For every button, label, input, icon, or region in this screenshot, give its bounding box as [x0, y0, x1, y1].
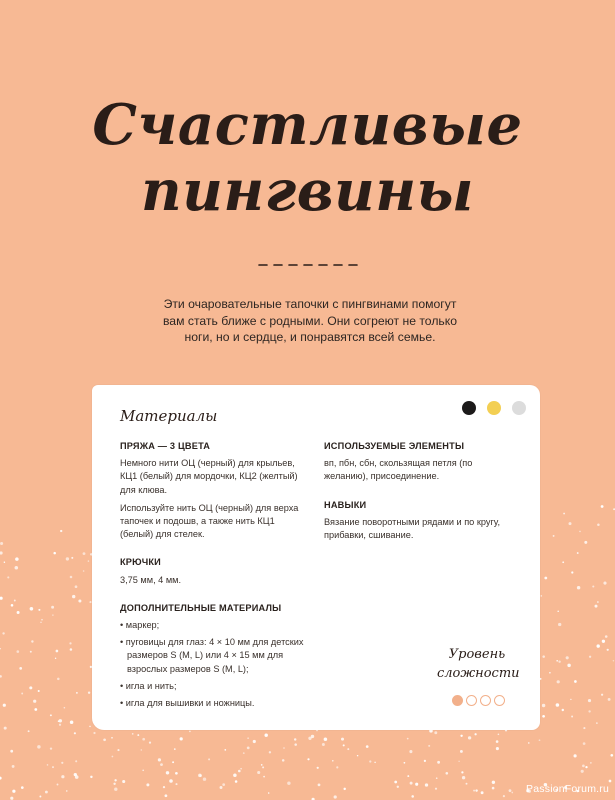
background-dot [59, 724, 61, 726]
background-dot [466, 783, 468, 785]
background-dot [50, 747, 52, 749]
background-dot [556, 660, 558, 662]
background-dot [75, 585, 78, 588]
background-dot [592, 585, 594, 587]
background-dot [318, 784, 321, 787]
background-dot [56, 650, 59, 653]
background-dot [460, 750, 463, 753]
background-dot [29, 686, 32, 689]
background-dot [21, 693, 23, 695]
yarn-text-1: Немного нити ОЦ (черный) для крыльев, КЦ1 (белый) для мордочки, КЦ2 (желтый) для клюва. [120, 458, 298, 495]
background-dot [158, 758, 161, 761]
materials-right-column [324, 440, 504, 547]
background-dot [475, 789, 477, 791]
background-dot [336, 766, 338, 768]
background-dot [19, 667, 22, 670]
background-dot [12, 790, 15, 793]
background-dot [175, 772, 178, 775]
background-dot [584, 541, 587, 544]
background-dot [175, 783, 177, 785]
background-dot [146, 783, 149, 786]
difficulty-indicator [452, 695, 505, 706]
background-dot [394, 781, 397, 784]
background-dot [0, 551, 3, 554]
materials-card [92, 385, 540, 730]
background-dot [33, 700, 36, 703]
background-dot [70, 648, 73, 651]
background-dot [113, 783, 115, 785]
title-line-2: пингвины [140, 158, 475, 225]
background-dot [341, 738, 344, 741]
background-dot [69, 642, 71, 644]
background-dot [52, 614, 53, 615]
background-dot [37, 745, 40, 748]
background-dot [553, 535, 555, 537]
background-dot [7, 576, 9, 578]
background-dot [307, 758, 309, 760]
background-dot [343, 788, 345, 790]
background-dot [601, 694, 603, 696]
background-dot [59, 719, 62, 722]
background-dot [142, 770, 144, 772]
background-dot [17, 611, 20, 614]
background-dot [334, 795, 337, 798]
background-dot [51, 606, 54, 609]
background-dot [83, 552, 86, 555]
background-dot [261, 764, 263, 766]
background-dot [589, 656, 591, 658]
background-dot [39, 796, 41, 798]
background-dot [78, 599, 81, 602]
background-dot [357, 755, 358, 756]
background-dot [31, 640, 33, 642]
background-dot [169, 779, 173, 783]
background-dot [407, 775, 409, 777]
background-dot [41, 619, 43, 621]
background-dot [562, 561, 564, 563]
background-dot [567, 664, 570, 667]
background-dot [34, 708, 37, 711]
background-dot [11, 604, 14, 607]
background-dot [4, 727, 7, 730]
background-dot [15, 557, 19, 561]
background-dot [583, 742, 586, 745]
background-dot [200, 775, 202, 777]
background-dot [235, 780, 238, 783]
background-dot [588, 699, 591, 702]
background-dot [613, 660, 614, 661]
yarn-text-2: Используйте нить ОЦ (черный) для верха тапочек и подошв, а также нить КЦ1 (белый) для стелек. [120, 502, 299, 540]
background-dot [60, 530, 62, 532]
color-swatches [462, 401, 526, 415]
background-dot [122, 780, 125, 783]
background-dot [90, 776, 92, 778]
background-dot [437, 761, 440, 764]
list-item: • игла и нить; [120, 680, 305, 693]
background-dot [149, 742, 151, 744]
background-dot [3, 704, 6, 707]
background-dot [574, 680, 577, 683]
background-dot [257, 771, 260, 774]
background-dot [180, 737, 183, 740]
background-dot [435, 788, 437, 790]
background-dot [0, 648, 1, 649]
background-dot [253, 740, 256, 743]
background-dot [425, 783, 428, 786]
background-dot [308, 737, 311, 740]
background-dot [282, 759, 285, 762]
background-dot [294, 743, 297, 746]
background-dot [462, 776, 465, 779]
background-dot [247, 747, 250, 750]
background-dot [574, 754, 577, 757]
background-dot [38, 690, 40, 692]
background-dot [595, 605, 598, 608]
background-dot [468, 736, 471, 739]
title-divider [257, 262, 363, 268]
background-dot [4, 561, 5, 562]
background-dot [461, 771, 463, 773]
background-dot [528, 742, 529, 743]
background-dot [415, 783, 418, 786]
title-line-1: Счастливые [92, 92, 523, 158]
background-dot [163, 786, 165, 788]
background-dot [458, 761, 459, 762]
background-dot [70, 576, 73, 579]
elements-heading: ИСПОЛЬЗУЕМЫЕ ЭЛЕМЕНТЫ [324, 441, 465, 451]
background-dot [562, 709, 564, 711]
background-dot [66, 557, 69, 560]
list-item: • пуговицы для глаз: 4 × 10 мм для детских размеров S (M, L) или 4 × 15 мм для взрослых размеров S (M, L); [120, 636, 305, 676]
background-dot [473, 790, 475, 792]
background-dot [579, 531, 581, 533]
background-dot [509, 789, 512, 792]
difficulty-circle [480, 695, 491, 706]
extra-heading: ДОПОЛНИТЕЛЬНЫЕ МАТЕРИАЛЫ [120, 602, 282, 613]
difficulty-label-line-2: сложности [437, 666, 520, 681]
difficulty-circle [466, 695, 477, 706]
background-dot [0, 777, 2, 780]
background-dot [38, 609, 40, 611]
background-dot [347, 748, 349, 750]
background-dot [224, 749, 226, 751]
background-dot [603, 582, 606, 585]
background-dot [220, 786, 223, 789]
swatch-black [462, 401, 476, 415]
background-dot [30, 607, 34, 611]
background-dot [317, 767, 319, 769]
background-dot [141, 749, 142, 750]
background-dot [66, 790, 67, 791]
background-dot [597, 601, 599, 603]
background-dot [607, 649, 609, 651]
background-dot [569, 522, 572, 525]
hooks-heading: КРЮЧКИ [120, 557, 161, 568]
background-dot [74, 732, 76, 734]
background-dot [88, 692, 90, 694]
background-dot [583, 727, 585, 729]
background-dot [556, 703, 560, 707]
background-dot [428, 745, 430, 747]
background-dot [404, 762, 406, 764]
background-dot [137, 734, 139, 736]
background-dot [61, 762, 63, 764]
background-dot [103, 738, 106, 741]
background-dot [45, 791, 48, 794]
background-dot [30, 651, 32, 653]
background-dot [577, 586, 580, 589]
background-dot [602, 640, 605, 643]
background-dot [243, 752, 245, 754]
difficulty-circle [452, 695, 463, 706]
background-dot [15, 566, 19, 570]
hooks-text: 3,75 мм, 4 мм. [120, 574, 182, 585]
background-dot [411, 795, 414, 798]
difficulty-label-line-1: Уровень [448, 647, 506, 662]
skills-text: Вязание поворотными рядами и по кругу, прибавки, сшивание. [324, 516, 501, 541]
background-dot [424, 760, 426, 762]
background-dot [571, 716, 573, 718]
background-dot [0, 675, 2, 678]
background-dot [588, 710, 590, 712]
background-dot [269, 751, 271, 753]
background-dot [165, 794, 168, 797]
background-dot [596, 722, 597, 723]
background-dot [50, 714, 52, 716]
card-title: Материалы [120, 407, 218, 425]
background-dot [324, 738, 328, 742]
background-dot [112, 756, 114, 758]
background-dot [511, 792, 513, 794]
background-dot [283, 747, 285, 749]
background-dot [539, 739, 541, 741]
background-dot [240, 768, 242, 770]
background-dot [570, 699, 571, 700]
background-dot [410, 782, 413, 785]
background-dot [590, 762, 591, 763]
background-dot [542, 704, 545, 707]
background-dot [114, 779, 116, 781]
background-dot [203, 777, 206, 780]
background-dot [117, 749, 119, 751]
background-dot [549, 672, 551, 674]
background-dot [111, 737, 113, 739]
extra-list [120, 619, 305, 710]
background-dot [263, 776, 265, 778]
background-dot [498, 733, 500, 735]
background-dot [585, 766, 587, 768]
background-dot [608, 698, 611, 701]
background-dot [434, 731, 437, 734]
background-dot [558, 660, 560, 662]
background-dot [132, 733, 134, 735]
background-dot [160, 763, 163, 766]
background-dot [407, 738, 409, 740]
background-dot [166, 771, 169, 774]
background-dot [28, 730, 30, 732]
background-dot [53, 552, 56, 555]
background-dot [503, 795, 505, 797]
background-dot [409, 750, 412, 753]
background-dot [88, 560, 89, 561]
background-dot [557, 680, 560, 683]
difficulty-circle [494, 695, 505, 706]
background-dot [544, 577, 547, 580]
background-dot [492, 787, 495, 790]
background-dot [558, 623, 561, 626]
background-dot [571, 571, 573, 573]
background-dot [247, 737, 249, 739]
swatch-gray [512, 401, 526, 415]
background-dot [446, 772, 449, 775]
background-dot [21, 786, 24, 789]
background-dot [57, 678, 60, 681]
background-dot [496, 747, 499, 750]
background-dot [492, 781, 495, 784]
background-dot [57, 784, 59, 786]
background-dot [566, 656, 569, 659]
background-dot [610, 754, 613, 757]
background-dot [481, 791, 484, 794]
background-dot [114, 788, 117, 791]
background-dot [601, 505, 604, 508]
intro-text: Эти очаровательные тапочки с пингвинами помогут вам стать ближе с родными. Они согреют не только ноги, но и сердце, и понравятся всей семье. [162, 297, 458, 344]
page-title [0, 92, 615, 224]
background-dot [76, 692, 78, 694]
background-dot [52, 766, 54, 768]
background-dot [436, 777, 438, 779]
background-dot [343, 744, 345, 746]
background-dot [287, 781, 290, 784]
background-dot [174, 748, 176, 750]
background-dot [262, 766, 264, 768]
background-dot [366, 745, 369, 748]
background-dot [264, 733, 267, 736]
background-dot [582, 765, 585, 768]
background-dot [74, 773, 77, 776]
watermark: PassionForum.ru [526, 783, 609, 795]
background-dot [75, 760, 77, 762]
background-dot [542, 715, 545, 718]
background-dot [581, 770, 584, 773]
background-dot [374, 762, 375, 763]
list-item: • игла для вышивки и ножницы. [120, 697, 305, 710]
elements-text: вп, пбн, сбн, скользящая петля (по желанию), присоединение. [324, 458, 473, 482]
background-dot [577, 552, 579, 554]
background-dot [12, 765, 15, 768]
background-dot [496, 740, 499, 743]
swatch-yellow [487, 401, 501, 415]
background-dot [14, 600, 16, 602]
background-dot [233, 773, 237, 777]
background-dot [0, 542, 3, 545]
background-dot [55, 658, 56, 659]
background-dot [609, 780, 612, 783]
background-dot [64, 707, 66, 709]
background-dot [541, 595, 543, 597]
background-dot [542, 655, 545, 658]
background-dot [142, 738, 145, 741]
list-item: • маркер; [120, 619, 305, 632]
background-dot [0, 597, 3, 600]
background-dot [332, 760, 334, 762]
background-dot [322, 743, 325, 746]
background-dot [268, 792, 270, 794]
materials-left-column [120, 440, 305, 714]
yarn-heading: ПРЯЖА — 3 ЦВЕТА [120, 441, 211, 451]
background-dot [40, 622, 41, 623]
background-dot [460, 735, 462, 737]
background-dot [369, 760, 371, 762]
background-dot [83, 570, 85, 572]
background-dot [397, 786, 399, 788]
background-dot [2, 632, 4, 634]
background-dot [208, 758, 210, 760]
background-dot [222, 783, 225, 786]
background-dot [93, 732, 95, 734]
background-dot [557, 610, 559, 612]
background-dot [10, 750, 13, 753]
difficulty-label [437, 645, 520, 683]
background-dot [597, 644, 600, 647]
background-dot [89, 726, 91, 728]
background-dot [47, 764, 49, 766]
skills-heading: НАВЫКИ [324, 499, 367, 510]
background-dot [71, 557, 73, 559]
background-dot [17, 650, 20, 653]
background-dot [238, 770, 241, 773]
background-dot [294, 738, 296, 740]
background-dot [189, 731, 191, 733]
background-dot [10, 797, 13, 800]
background-dot [474, 733, 476, 735]
background-dot [70, 720, 74, 724]
background-dot [605, 635, 608, 638]
background-dot [72, 595, 75, 598]
background-dot [597, 523, 600, 526]
background-dot [563, 513, 565, 515]
background-dot [61, 775, 64, 778]
background-dot [172, 761, 174, 763]
